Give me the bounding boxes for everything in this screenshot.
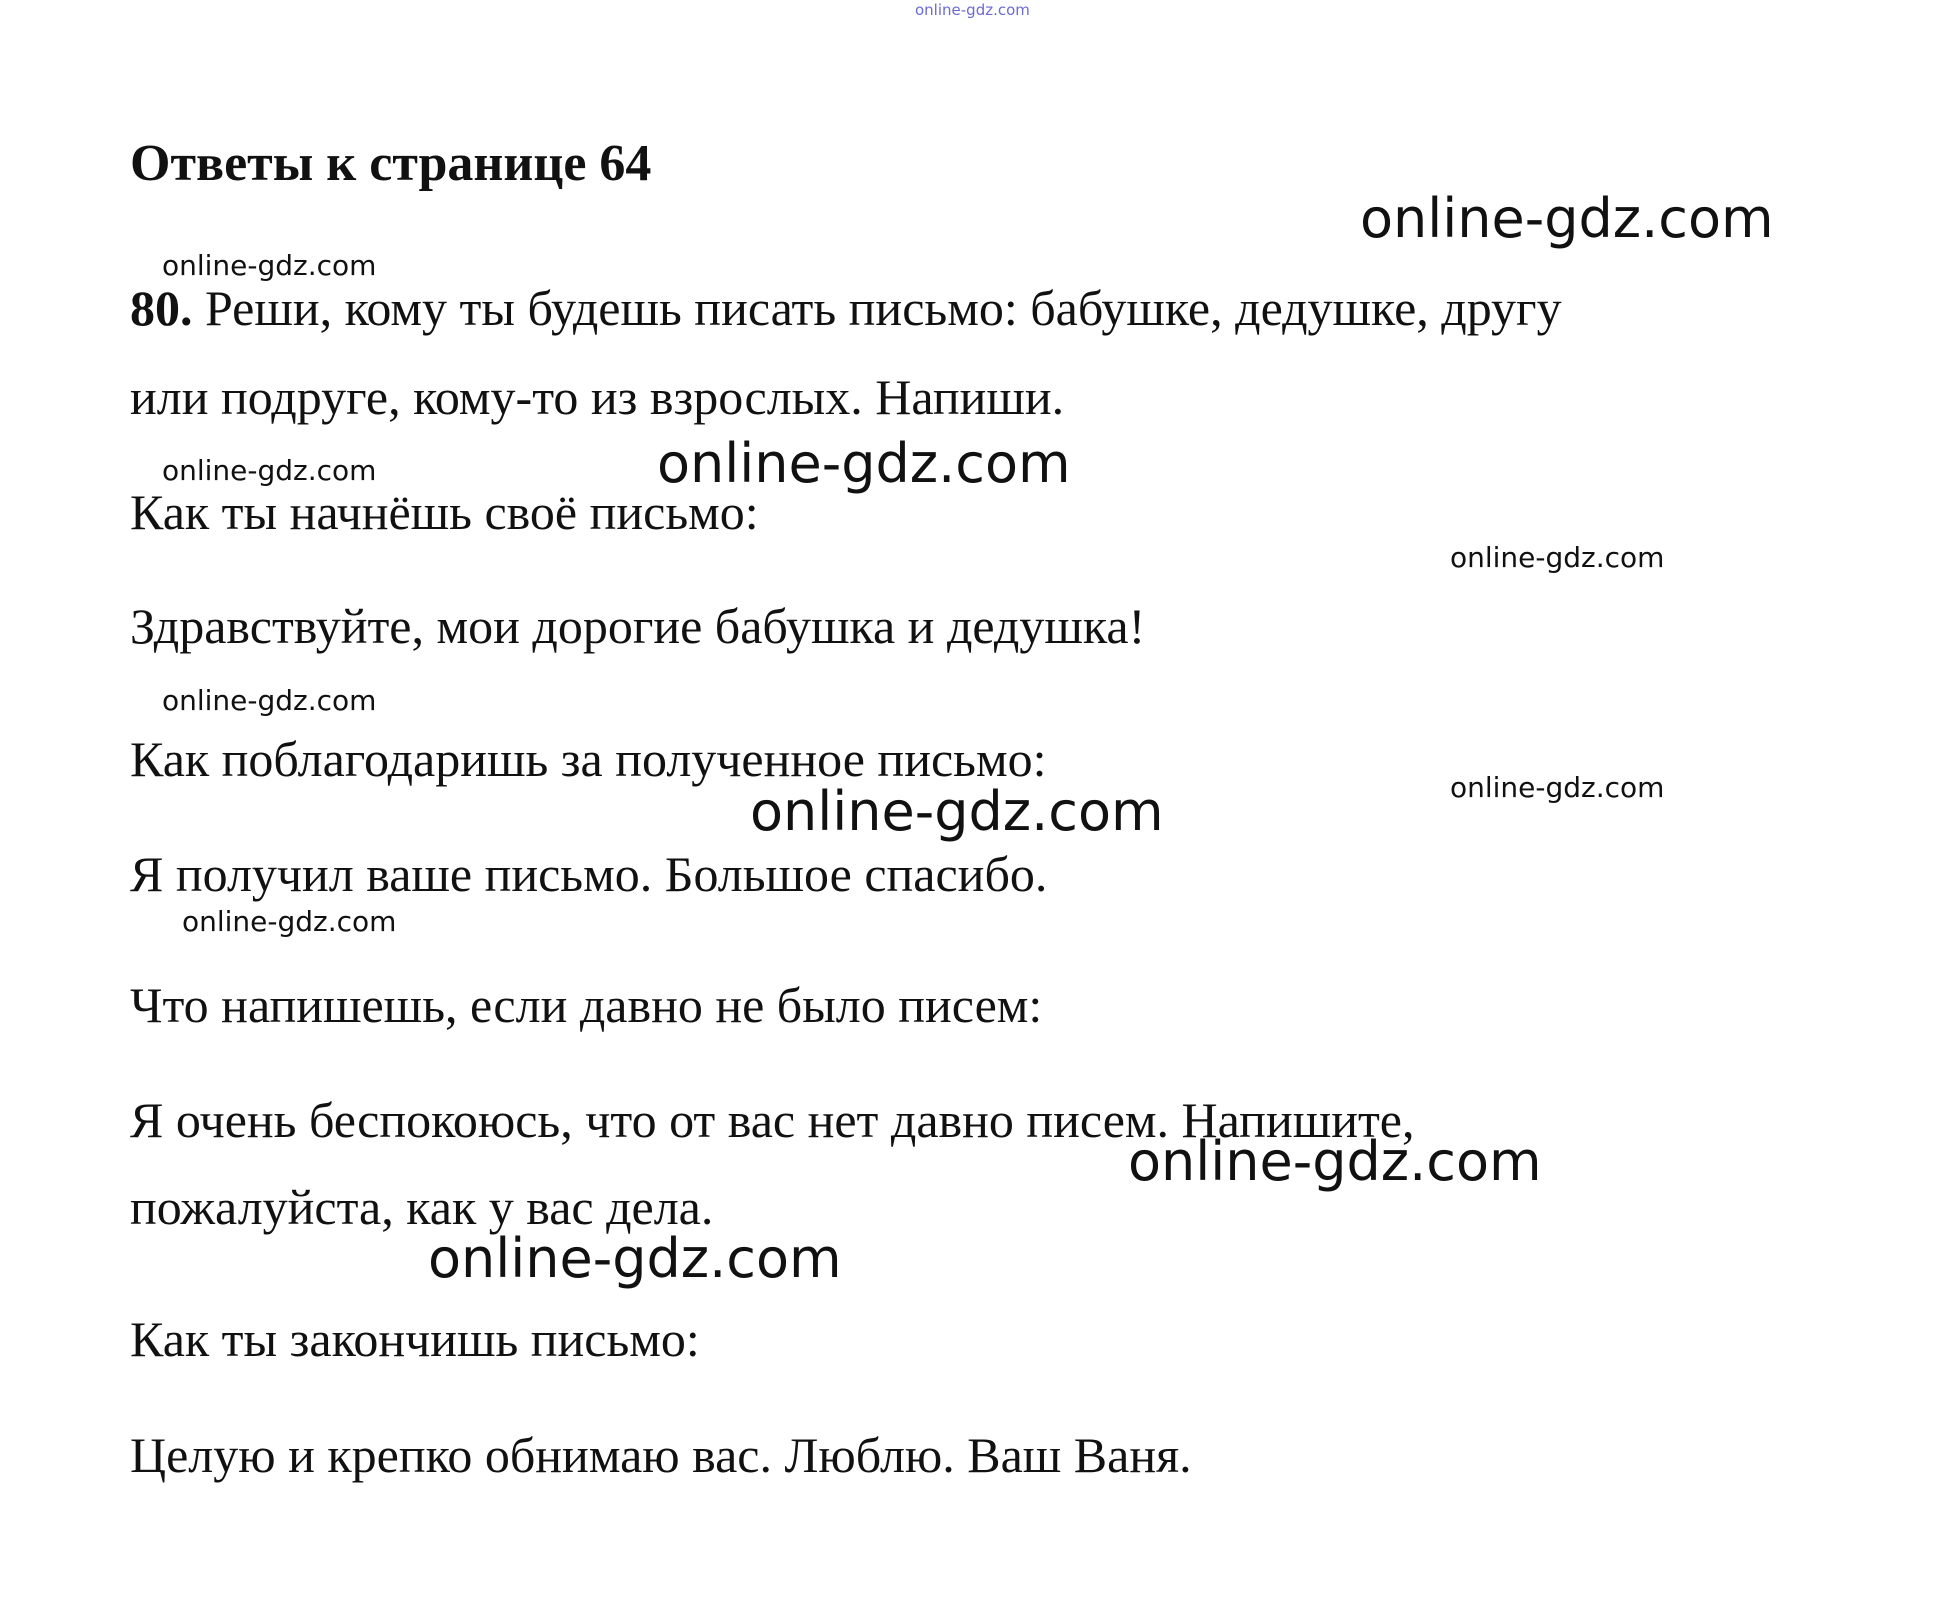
watermark: online-gdz.com bbox=[182, 905, 397, 938]
page-heading: Ответы к странице 64 bbox=[130, 135, 652, 192]
answer-start-letter: Здравствуйте, мои дорогие бабушка и дедушка! bbox=[130, 598, 1146, 654]
question-start-letter: Как ты начнёшь своё письмо: bbox=[130, 484, 759, 540]
task-prompt-line-1 bbox=[130, 280, 1562, 336]
question-no-letters: Что напишешь, если давно не было писем: bbox=[130, 977, 1043, 1033]
task-prompt-line-2: или подруге, кому-то из взрослых. Напиши. bbox=[130, 369, 1065, 425]
watermark: online-gdz.com bbox=[1128, 1130, 1542, 1193]
watermark: online-gdz.com bbox=[1450, 771, 1665, 804]
answer-end-letter: Целую и крепко обнимаю вас. Люблю. Ваш Ваня. bbox=[130, 1427, 1192, 1483]
watermark-top: online-gdz.com bbox=[915, 1, 1030, 19]
answer-thank-letter: Я получил ваше письмо. Большое спасибо. bbox=[130, 846, 1048, 902]
watermark: online-gdz.com bbox=[1360, 187, 1774, 250]
watermark: online-gdz.com bbox=[657, 432, 1071, 495]
watermark: online-gdz.com bbox=[1450, 541, 1665, 574]
question-thank-letter: Как поблагодаришь за полученное письмо: bbox=[130, 731, 1047, 787]
watermark: online-gdz.com bbox=[750, 780, 1164, 843]
watermark: online-gdz.com bbox=[162, 249, 377, 282]
question-end-letter: Как ты закончишь письмо: bbox=[130, 1311, 700, 1367]
answer-no-letters-line-1: Я очень беспокоюсь, что от вас нет давно писем. Напишите, bbox=[130, 1092, 1415, 1148]
task-number: 80. bbox=[130, 280, 193, 336]
watermark: online-gdz.com bbox=[428, 1227, 842, 1290]
answer-no-letters-line-2: пожалуйста, как у вас дела. bbox=[130, 1179, 714, 1235]
watermark: online-gdz.com bbox=[162, 684, 377, 717]
watermark: online-gdz.com bbox=[162, 454, 377, 487]
task-prompt-text: Реши, кому ты будешь писать письмо: бабушке, дедушке, другу bbox=[205, 280, 1562, 336]
